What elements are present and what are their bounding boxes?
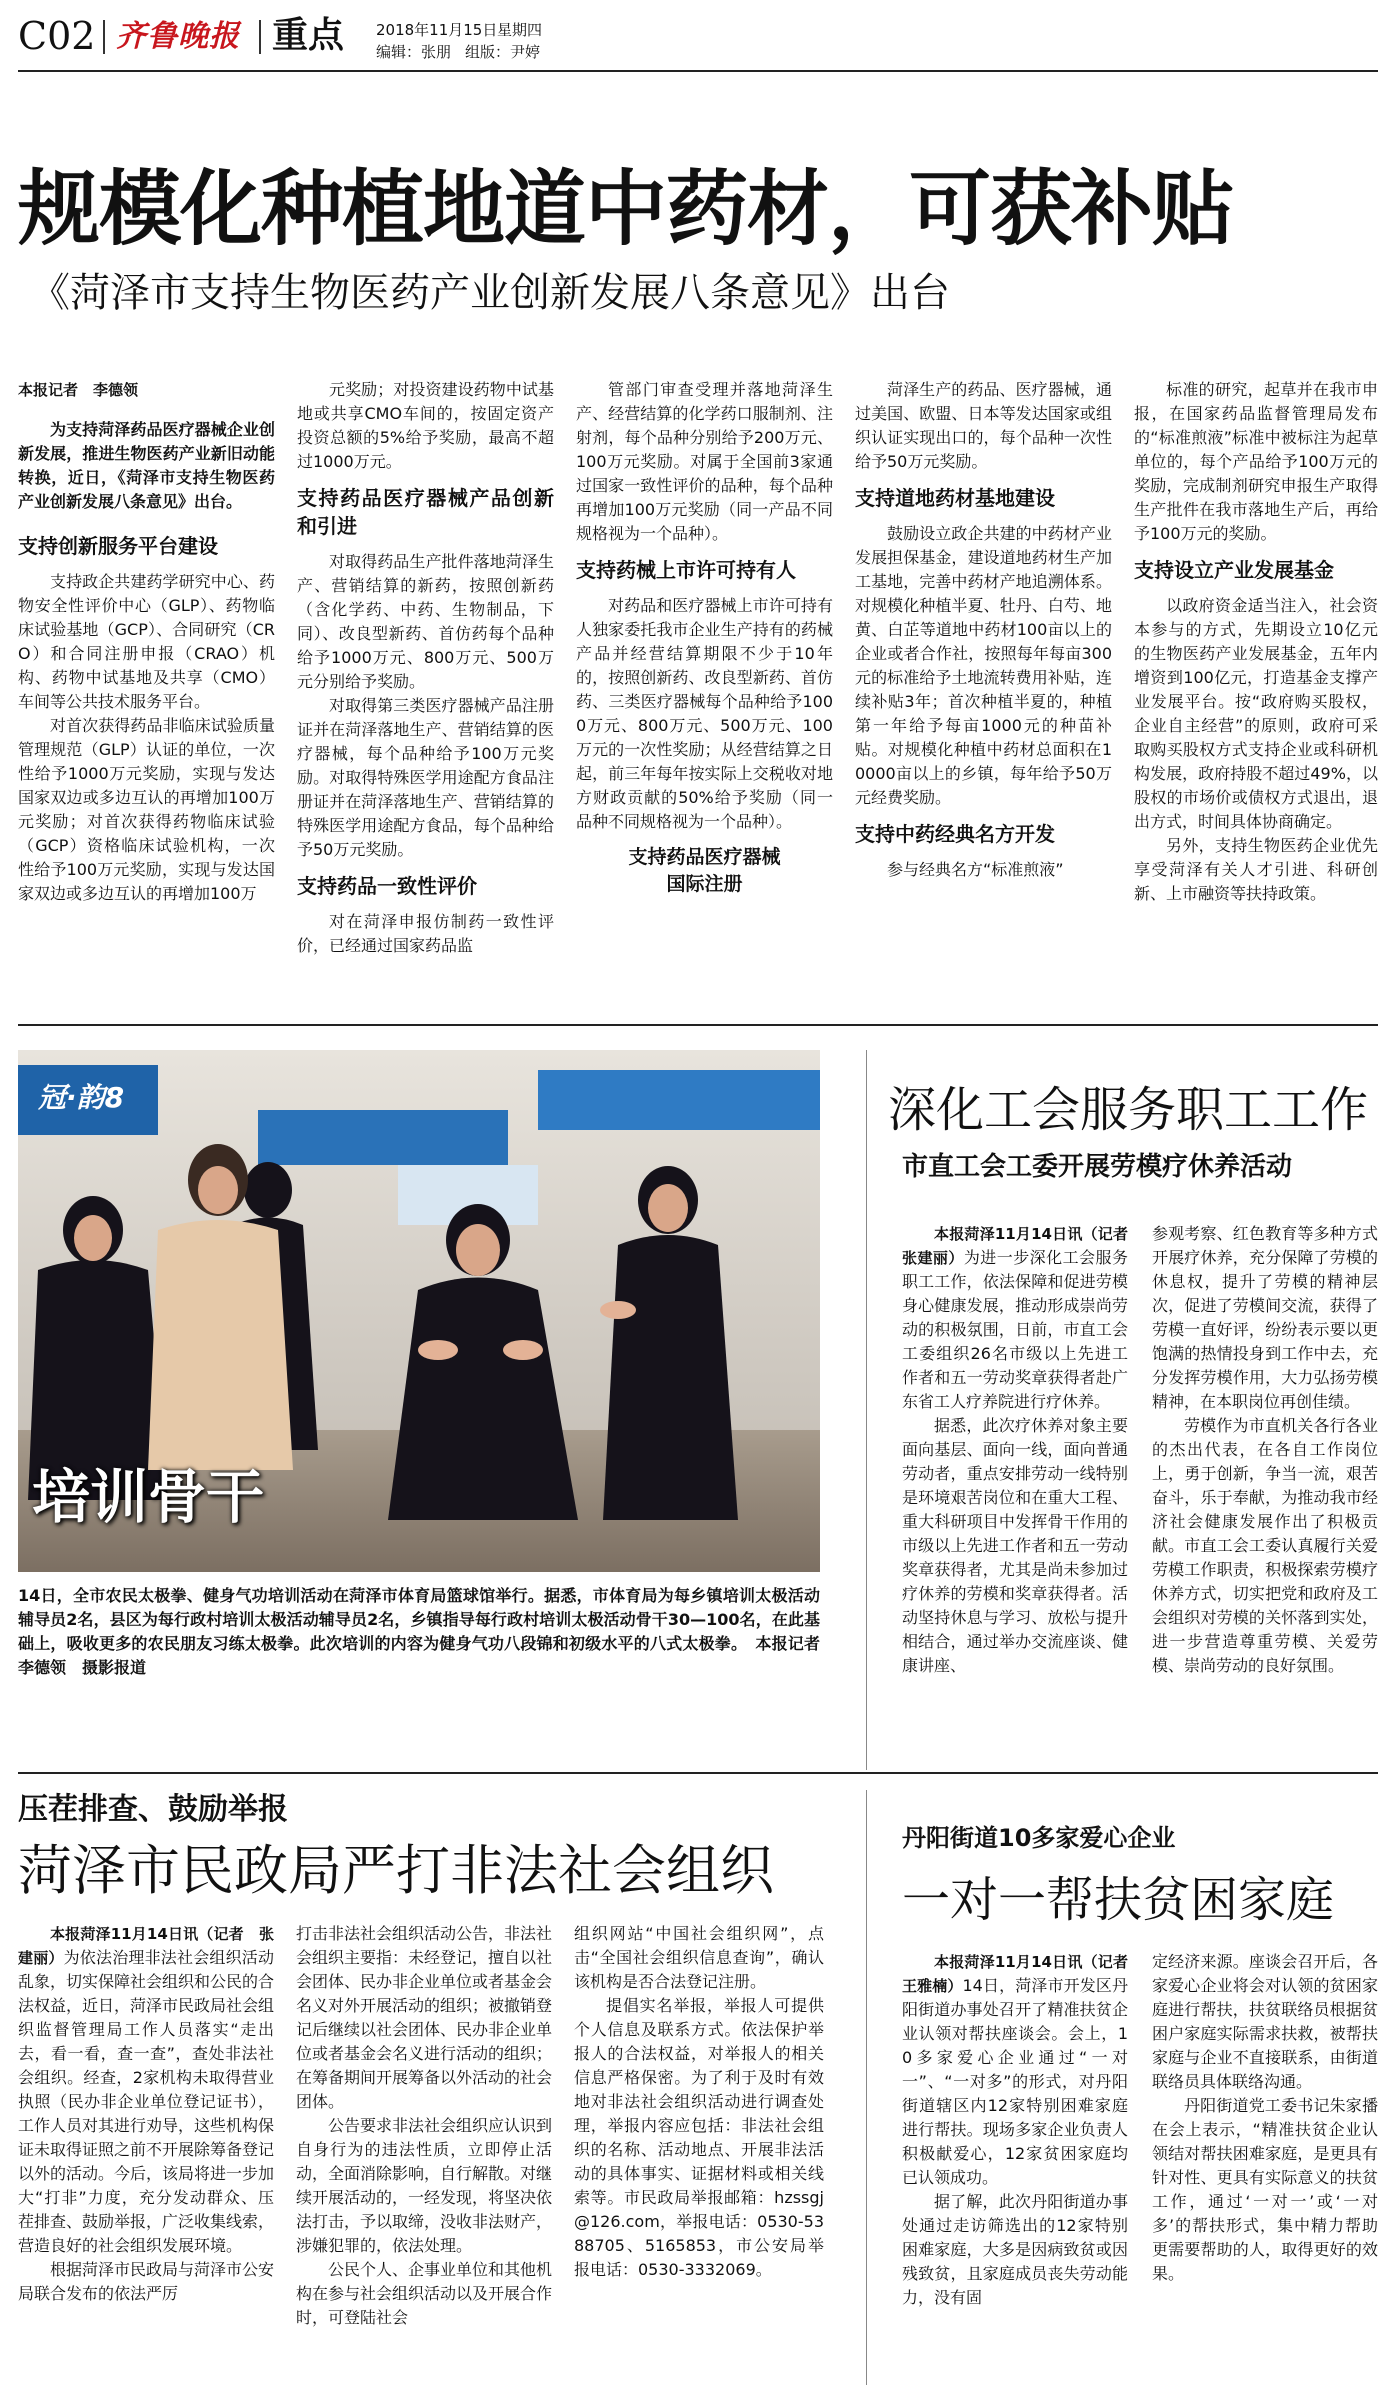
story-column-1 <box>902 1950 1144 2390</box>
column-divider <box>866 1050 867 1770</box>
paragraph: 鼓励设立政企共建的中药材产业发展担保基金，建设道地药材生产加工基地，完善中药材产地追溯体系。对规模化种植半夏、牡丹、白芍、地黄、白芷等道地中药材100亩以上的企业或者合作社，按照每年每亩300元的标准给予土地流转费用补贴，连续补贴3年；首次种植半夏的，种植第一年给予每亩1000元的种苗补贴。对规模化种植中药材总面积在10000亩以上的乡镇，每年给予50万元经费奖励。 <box>855 524 1112 807</box>
paragraph: 组织网站“中国社会组织网”，点击“全国社会组织信息查询”，确认该机构是否合法登记注册。 <box>574 1924 824 1991</box>
page-number: C02 <box>18 14 96 58</box>
story-column-3 <box>576 378 833 1002</box>
headline: 一对一帮扶贫困家庭 <box>902 1872 1335 1928</box>
paragraph-text: 为依法治理非法社会组织活动乱象，切实保障社会组织和公民的合法权益，近日，菏泽市民政局社会组织监督管理局工作人员落实“走出去，看一看，查一查”，查处非法社会组织。经查，2家机构未取得营业执照（民办非企业单位登记证书），工作人员对其进行劝导，这些机构保证未取得证照之前不开展除筹备登记以外的活动。今后，该局将进一步加大“打非”力度，充分发动群众、压茬排查、鼓励举报，广泛收集线索，营造良好的社会组织发展环境。 <box>18 1948 275 2255</box>
paragraph: 另外，支持生物医药企业优先享受菏泽有关人才引进、科研创新、上市融资等扶持政策。 <box>1134 836 1378 903</box>
section-heading: 支持中药经典名方开发 <box>855 822 1055 846</box>
paragraph <box>902 1950 1144 2190</box>
story-column-2 <box>296 1922 552 2390</box>
kicker: 压茬排查、鼓励举报 <box>18 1792 288 1827</box>
story-column-1 <box>902 1222 1144 1756</box>
paragraph: 参观考察、红色教育等多种方式开展疗休养，充分保障了劳模的休息权，提升了劳模的精神层次，促进了劳模间交流，获得了劳模一直好评，纷纷表示要以更饱满的热情投身到工作中去，充分发挥劳模作用，大力弘扬劳模精神，在本职岗位再创佳绩。 <box>1152 1224 1378 1411</box>
issue-date: 2018年11月15日 <box>376 21 498 39</box>
paragraph <box>18 1922 274 2258</box>
paragraph: 对首次获得药品非临床试验质量管理规范（GLP）认证的单位，一次性给予1000万元奖励，实现与发达国家双边或多边互认的再增加100万元奖励；对首次获得药物临床试验（GCP）资格临床试验机构，一次性给予100万元奖励，实现与发达国家双边或多边互认的再增加100万 <box>18 716 275 903</box>
photo-overlay-title: 培训骨干 <box>32 1463 265 1531</box>
story-column-4 <box>855 378 1112 1002</box>
lead-paragraph: 为支持菏泽药品医疗器械企业创新发展，推进生物医药产业新旧动能转换，近日，《菏泽市支持生物医药产业创新发展八条意见》出台。 <box>18 420 275 511</box>
headline: 菏泽市民政局严打非法社会组织 <box>18 1839 774 1902</box>
paragraph-text: 14日，菏泽市开发区丹阳街道办事处召开了精准扶贫企业认领对帮扶座谈会。会上，10多家爱心企业通过“一对一”、“一对多”的形式，对丹阳街道辖区内12家特别困难家庭进行帮扶。现场多家企业负责人积极献爱心，12家贫困家庭均已认领成功。 <box>902 1976 1128 2187</box>
paragraph-text: 为进一步深化工会服务职工工作，依法保障和促进劳模身心健康发展，推动形成崇尚劳动的积极氛围，日前，市直工会工委组织26名市级以上先进工作者和五一劳动奖章获得者赴广东省工人疗养院进行疗休养。 <box>902 1248 1128 1411</box>
news-photo <box>18 1050 820 1572</box>
paragraph: 定经济来源。座谈会召开后，各家爱心企业将会对认领的贫困家庭进行帮扶，扶贫联络员根据贫困户家庭实际需求扶救，被帮扶家庭与企业不直接联系，由街道联络员具体联络沟通。 <box>1152 1952 1378 2091</box>
paragraph: 据了解，此次丹阳街道办事处通过走访筛选出的12家特别困难家庭，大多是因病致贫或因残致贫，且家庭成员丧失劳动能力，没有固 <box>902 2192 1128 2307</box>
paragraph: 对取得药品生产批件落地菏泽生产、营销结算的新药，按照创新药（含化学药、中药、生物制品，下同）、改良型新药、首仿药每个品种给予1000万元、800万元、500万元分别给予奖励。 <box>297 552 554 691</box>
paragraph: 根据菏泽市民政局与菏泽市公安局联合发布的依法严厉 <box>18 2260 275 2303</box>
subheadline: 市直工会工委开展劳模疗休养活动 <box>902 1152 1293 1182</box>
paragraph: 支持政企共建药学研究中心、药物安全性评价中心（GLP）、药物临床试验基地（GCP）、合同研究（CRO）和合同注册申报（CRAO）机构、药物中试基地及共享（CMO）车间等公共技术服务平台。 <box>18 572 275 711</box>
dateline: 本报菏泽11月14日讯（记者 王雅楠） <box>902 1953 1144 1995</box>
section-heading: 支持创新服务平台建设 <box>18 534 218 558</box>
column-divider <box>866 1790 867 2385</box>
section-heading: 支持药品医疗器械国际注册 <box>628 846 781 895</box>
section-heading: 支持设立产业发展基金 <box>1134 558 1334 582</box>
kicker: 丹阳街道10多家爱心企业 <box>902 1824 1176 1852</box>
paragraph: 据悉，此次疗休养对象主要面向基层、面向一线，面向普通劳动者，重点安排劳动一线特别是环境艰苦岗位和在重大工程、重大科研项目中发挥骨干作用的市级以上先进工作者和五一劳动奖章获得者，尤其是尚未参加过疗休养的劳模和奖章获得者。活动坚持休息与学习、放松与提升相结合，通过举办交流座谈、健康讲座、 <box>902 1416 1128 1675</box>
paragraph: 标准的研究，起草并在我市申报，在国家药品监督管理局发布的“标准煎液”标准中被标注为起草单位的，每个产品给予100万元的奖励，完成制剂研究申报生产取得生产批件在我市落地生产后，再给予100万元的奖励。 <box>1134 380 1378 543</box>
paper-logo: 齐鲁晚报 <box>116 19 240 54</box>
layout-credit: 组版：尹婷 <box>465 43 541 61</box>
paragraph: 公民个人、企事业单位和其他机构在参与社会组织活动以及开展合作时，可登陆社会 <box>296 2260 553 2327</box>
paragraph: 对取得第三类医疗器械产品注册证并在菏泽落地生产、营销结算的医疗器械，每个品种给予100万元奖励。对取得特殊医学用途配方食品注册证并在菏泽落地生产、营销结算的特殊医学用途配方食品，每个品种给予50万元奖励。 <box>297 696 554 859</box>
headline: 规模化种植地道中药材，可获补贴 <box>18 162 1234 257</box>
paragraph: 元奖励；对投资建设药物中试基地或共享CMO车间的，按固定资产投资总额的5%给予奖励，最高不超过1000万元。 <box>297 380 554 471</box>
section-divider <box>18 1024 1378 1026</box>
banner-text: 冠·韵8 <box>38 1081 125 1114</box>
paragraph: 打击非法社会组织活动公告，非法社会组织主要指：未经登记，擅自以社会团体、民办非企业单位或者基金会名义对外开展活动的组织；被撤销登记后继续以社会团体、民办非企业单位或者基金会名义进行活动的组织；在筹备期间开展筹备以外活动的社会团体。 <box>296 1924 553 2111</box>
story-column-3 <box>574 1922 824 2390</box>
paragraph: 公告要求非法社会组织应认识到自身行为的违法性质，立即停止活动，全面消除影响，自行解散。对继续开展活动的，一经发现，将坚决依法打击，予以取缔，没收非法财产，涉嫌犯罪的，依法处理。 <box>296 2116 553 2255</box>
story-column-2 <box>1152 1950 1378 2390</box>
paragraph: 以政府资金适当注入，社会资本参与的方式，先期设立10亿元的生物医药产业发展基金，五年内增资到100亿元，打造基金支撑产业发展平台。按“政府购买股权，企业自主经营”的原则，政府可采取购买股权方式支持企业或科研机构发展，政府持股不超过49%，以股权的市场价或债权方式退出，退出方式，时间具体协商确定。 <box>1134 596 1378 831</box>
paragraph: 对在菏泽申报仿制药一致性评价，已经通过国家药品监 <box>297 912 554 955</box>
paragraph: 对药品和医疗器械上市许可持有人独家委托我市企业生产持有的药械产品并经营结算期限不少于10年的，按照创新药、改良型新药、首仿药、三类医疗器械每个品种给予1000万元、800万元、500万元、100万元的一次性奖励；从经营结算之日起，前三年每年按实际上交税收对地方财政贡献的50%给予奖励（同一品种不同规格视为一个品种）。 <box>576 596 833 831</box>
section-heading: 支持药品一致性评价 <box>297 874 477 898</box>
headline: 深化工会服务职工工作 <box>888 1082 1369 1138</box>
subheadline: 《菏泽市支持生物医药产业创新发展八条意见》出台 <box>30 270 950 316</box>
header-rule <box>18 70 1378 72</box>
paragraph: 菏泽生产的药品、医疗器械，通过美国、欧盟、日本等发达国家或组织认证实现出口的，每个品种一次性给予50万元奖励。 <box>855 380 1112 471</box>
section-title: 重点 <box>272 15 345 56</box>
paragraph: 提倡实名举报，举报人可提供个人信息及联系方式。依法保护举报人的合法权益，对举报人的相关信息严格保密。为了利于及时有效地对非法社会组织活动进行调查处理，举报内容应包括：非法社会组织的名称、活动地点、开展非法活动的具体事实、证据材料或相关线索等。市民政局举报邮箱：hzssgj@126.com，举报电话：0530-5388705、5165853，市公安局举报电话：0530-3332069。 <box>574 1996 824 2279</box>
section-heading: 支持药品医疗器械产品创新和引进 <box>297 486 554 538</box>
section-divider <box>18 1772 1378 1774</box>
photo-caption: 14日，全市农民太极拳、健身气功培训活动在菏泽市体育局篮球馆举行。据悉，市体育局为每乡镇培训太极活动辅导员2名，县区为每行政村培训太极活动辅导员2名，乡镇指导每行政村培训太极活动骨干30—100名，在此基础上，吸收更多的农民朋友习练太极拳。此次培训的内容为健身气功八段锦和初级水平的八式太极拳。 本报记者 李德领 摄影报道 <box>18 1586 837 1677</box>
editor-credit: 编辑：张朋 <box>376 43 452 61</box>
paragraph: 劳模作为市直机关各行各业的杰出代表，在各自工作岗位上，勇于创新，争当一流，艰苦奋斗，乐于奉献，为推动我市经济社会健康发展作出了积极贡献。市直工会工委认真履行关爱劳模工作职责，积极探索劳模疗休养方式，切实把党和政府及工会组织对劳模的关怀落到实处，进一步营造尊重劳模、关爱劳模、崇尚劳动的良好氛围。 <box>1152 1416 1378 1675</box>
story-column-5 <box>1134 378 1378 1002</box>
paragraph: 丹阳街道党工委书记朱家播在会上表示，“精准扶贫企业认领结对帮扶困难家庭，是更具有针对性、更具有实际意义的扶贫工作，通过‘一对一’或‘一对多’的帮扶形式，集中精力帮助更需要帮助的人，取得更好的效果。 <box>1152 2096 1378 2283</box>
paragraph: 参与经典名方“标准煎液” <box>887 860 1064 879</box>
dateline: 本报菏泽11月14日讯（记者 张建丽） <box>18 1925 274 1967</box>
story-column-1 <box>18 378 275 1002</box>
paragraph <box>902 1222 1144 1414</box>
section-heading: 支持药械上市许可持有人 <box>576 558 796 582</box>
dateline: 本报菏泽11月14日讯（记者 张建丽） <box>902 1225 1144 1267</box>
byline: 本报记者 李德领 <box>18 381 139 399</box>
story-column-2 <box>1152 1222 1378 1756</box>
story-column-1 <box>18 1922 274 2390</box>
issue-weekday: 星期四 <box>497 21 543 39</box>
story-column-2 <box>297 378 554 1002</box>
paragraph: 管部门审查受理并落地菏泽生产、经营结算的化学药口服制剂、注射剂，每个品种分别给予200万元、100万元奖励。对属于全国前3家通过国家一致性评价的品种，每个品种再增加100万元奖励（同一产品不同规格视为一个品种）。 <box>576 380 833 543</box>
section-heading: 支持道地药材基地建设 <box>855 486 1055 510</box>
